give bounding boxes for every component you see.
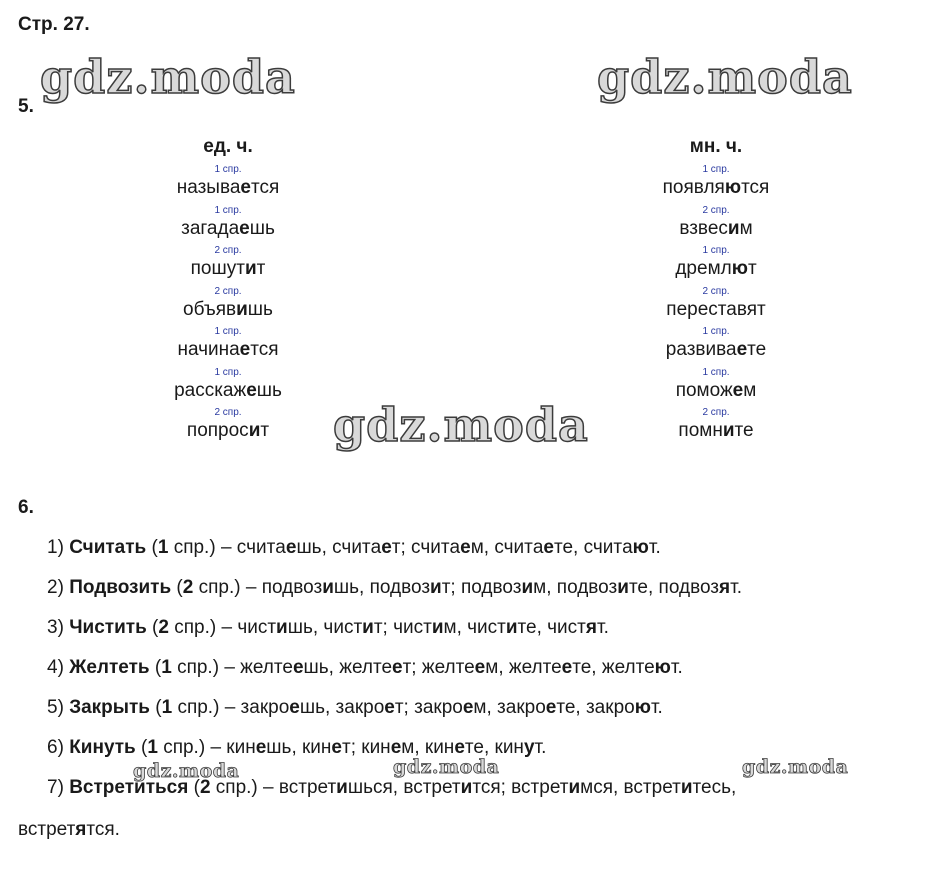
emphasized-letter: 2 — [182, 577, 194, 598]
task-6-continuation — [18, 819, 120, 841]
emphasized-letter: и — [460, 777, 473, 798]
emphasized-letter: и — [322, 577, 334, 598]
conjugation-label: 1 спр. — [214, 164, 242, 175]
singular-entry — [108, 164, 348, 205]
verb-form — [108, 419, 348, 443]
text-fragment: т — [256, 258, 266, 279]
text-fragment: т. — [596, 617, 609, 638]
text-fragment: те, закро — [556, 697, 635, 718]
text-fragment: т; кин — [342, 737, 391, 758]
emphasized-letter: ю — [654, 657, 671, 678]
singular-header: ед. ч. — [203, 136, 253, 157]
text-fragment: спр.) – подвоз — [193, 577, 323, 598]
text-fragment: взвес — [679, 217, 728, 239]
verb-form — [108, 257, 348, 281]
emphasized-letter: е — [390, 737, 402, 758]
emphasized-letter: е — [545, 697, 557, 718]
text-fragment: шь — [256, 379, 282, 401]
emphasized-letter: ю — [632, 537, 649, 558]
text-fragment: т — [757, 298, 766, 320]
emphasized-letter: 1 — [157, 537, 169, 558]
verb-form — [108, 379, 348, 403]
verb-form — [108, 217, 348, 241]
watermark-logo: gdz.moda — [393, 756, 500, 778]
text-fragment: т. — [648, 537, 661, 558]
emphasized-letter: е — [239, 339, 251, 360]
text-fragment: шь — [247, 298, 273, 320]
emphasized-letter: Чистить — [69, 617, 147, 638]
emphasized-letter: е — [246, 379, 257, 401]
emphasized-letter: ю — [724, 177, 742, 198]
text-fragment: помн — [678, 420, 723, 441]
emphasized-letter: и — [362, 617, 374, 638]
verb-form — [596, 176, 836, 200]
singular-entry — [108, 367, 348, 408]
emphasized-letter: е — [474, 657, 486, 678]
singular-entry — [108, 326, 348, 367]
emphasized-letter: и — [568, 777, 581, 798]
emphasized-letter: е — [543, 537, 554, 558]
text-fragment: 4) — [47, 657, 70, 678]
emphasized-letter: е — [384, 697, 395, 718]
conjugation-label: 2 спр. — [214, 285, 242, 297]
watermark-logo: gdz.moda — [597, 50, 853, 104]
text-fragment: шь, подвоз — [333, 577, 431, 598]
page-label: Стр. 27. — [18, 14, 90, 35]
plural-entry — [596, 326, 836, 367]
conjugation-label: 1 спр. — [214, 204, 242, 216]
singular-entry — [108, 407, 348, 448]
text-fragment: т; желте — [402, 657, 475, 678]
text-fragment: тся — [250, 339, 279, 360]
text-fragment: развива — [665, 339, 737, 360]
text-fragment: спр.) – считa — [168, 537, 286, 558]
text-fragment: м, подвоз — [533, 577, 618, 598]
text-fragment: те — [747, 339, 767, 360]
task-6-line — [47, 737, 546, 759]
verb-form — [108, 338, 348, 362]
text-fragment: те, кин — [464, 737, 524, 758]
text-fragment: помож — [675, 379, 733, 401]
text-fragment: ( — [188, 777, 200, 798]
text-fragment: попрос — [186, 420, 249, 441]
verb-form — [108, 298, 348, 322]
text-fragment: называ — [176, 177, 241, 198]
verb-form — [596, 379, 836, 403]
plural-entry — [596, 407, 836, 448]
conjugation-label: 1 спр. — [702, 326, 730, 337]
singular-column — [108, 164, 348, 448]
conjugation-label: 1 спр. — [214, 366, 242, 378]
text-fragment: ( — [149, 657, 162, 678]
emphasized-letter: е — [462, 697, 474, 718]
conjugation-label: 2 спр. — [702, 407, 730, 418]
emphasized-letter: е — [454, 737, 465, 758]
text-fragment: 6) — [47, 737, 70, 758]
plural-entry — [596, 367, 836, 408]
text-fragment: объяв — [183, 298, 237, 320]
emphasized-letter: е — [289, 697, 300, 718]
text-fragment: м — [739, 217, 753, 239]
text-fragment: спр.) – кин — [157, 737, 256, 758]
emphasized-letter: 2 — [199, 777, 211, 798]
emphasized-letter: Встретиться — [69, 777, 189, 798]
emphasized-letter: и — [236, 298, 248, 320]
text-fragment: т. — [650, 697, 663, 718]
emphasized-letter: е — [381, 537, 392, 558]
task-6-line — [47, 697, 663, 719]
singular-entry — [108, 286, 348, 327]
text-fragment: 7) — [47, 777, 70, 798]
emphasized-letter: Кинуть — [69, 737, 136, 758]
emphasized-letter: ю — [731, 258, 748, 279]
watermark-logo: gdz.moda — [40, 50, 296, 104]
text-fragment: м, желте — [485, 657, 562, 678]
task-5-number: 5. — [18, 96, 34, 117]
emphasized-letter: 1 — [161, 657, 172, 678]
text-fragment: 1) — [47, 537, 70, 558]
text-fragment: м, закро — [473, 697, 546, 718]
emphasized-letter: 2 — [158, 617, 169, 638]
emphasized-letter: 1 — [147, 737, 158, 758]
text-fragment: тся — [741, 177, 770, 198]
emphasized-letter: и — [248, 420, 261, 441]
text-fragment: шь, закро — [299, 697, 385, 718]
emphasized-letter: е — [292, 657, 304, 678]
emphasized-letter: Закрыть — [69, 697, 150, 718]
text-fragment: т. — [730, 577, 742, 598]
text-fragment: м, чист — [443, 617, 506, 638]
text-fragment: 5) — [47, 697, 70, 718]
emphasized-letter: и — [276, 617, 288, 638]
text-fragment: переставя — [666, 298, 757, 320]
task-6-line — [47, 657, 683, 679]
text-fragment: ( — [146, 617, 159, 638]
singular-entry — [108, 205, 348, 246]
verb-form — [108, 176, 348, 200]
emphasized-letter: и — [680, 777, 693, 798]
emphasized-letter: е — [331, 737, 342, 758]
emphasized-letter: и — [431, 617, 444, 638]
text-fragment: спр.) – чист — [168, 617, 277, 638]
text-fragment: шь, кин — [266, 737, 332, 758]
verb-form — [596, 298, 836, 322]
plural-entry — [596, 245, 836, 286]
text-fragment: дремл — [675, 258, 732, 279]
conjugation-label: 1 спр. — [702, 164, 730, 175]
emphasized-letter: я — [585, 617, 597, 638]
conjugation-label: 2 спр. — [214, 245, 242, 256]
text-fragment: спр.) – встрет — [210, 777, 337, 798]
text-fragment: шь — [249, 217, 275, 239]
text-fragment: т — [747, 258, 757, 279]
text-fragment: т; закро — [394, 697, 463, 718]
emphasized-letter: Подвозить — [69, 577, 172, 598]
text-fragment: т; чист — [373, 617, 432, 638]
text-fragment: м, считa — [470, 537, 544, 558]
emphasized-letter: и — [727, 217, 740, 239]
text-fragment: те — [734, 420, 754, 441]
emphasized-letter: 1 — [161, 697, 173, 718]
verb-form — [596, 217, 836, 241]
text-fragment: начина — [177, 339, 240, 360]
text-fragment: м, кин — [401, 737, 455, 758]
text-fragment: ( — [149, 697, 162, 718]
text-fragment: т. — [534, 737, 547, 758]
text-fragment: те, желте — [572, 657, 655, 678]
text-fragment: шь, чист — [287, 617, 363, 638]
emphasized-letter: е — [255, 737, 267, 758]
emphasized-letter: и — [521, 577, 534, 598]
text-fragment: т — [260, 420, 270, 441]
emphasized-letter: я — [75, 819, 87, 840]
text-fragment: спр.) – желте — [171, 657, 293, 678]
task-6-line — [47, 617, 609, 639]
emphasized-letter: е — [736, 339, 748, 360]
text-fragment: спр.) – закро — [172, 697, 290, 718]
text-fragment: т; подвоз — [441, 577, 522, 598]
verb-form — [596, 338, 836, 362]
text-fragment: те, чист — [517, 617, 586, 638]
text-fragment: загада — [181, 217, 240, 239]
singular-entry — [108, 245, 348, 286]
emphasized-letter: Желтеть — [69, 657, 150, 678]
text-fragment: расскаж — [174, 379, 247, 401]
text-fragment: встрет — [18, 819, 76, 840]
watermark-logo: gdz.moda — [333, 398, 589, 452]
emphasized-letter: и — [505, 617, 518, 638]
conjugation-label: 2 спр. — [214, 407, 242, 418]
text-fragment: те, считa — [553, 537, 633, 558]
emphasized-letter: е — [285, 537, 297, 558]
task-6-line — [47, 577, 742, 599]
emphasized-letter: е — [392, 657, 403, 678]
watermark-logo: gdz.moda — [133, 760, 240, 782]
emphasized-letter: и — [617, 577, 629, 598]
text-fragment: шься, встрет — [347, 777, 461, 798]
emphasized-letter: у — [523, 737, 535, 758]
emphasized-letter: и — [336, 777, 348, 798]
text-fragment: 2) — [47, 577, 70, 598]
watermark-logo: gdz.moda — [742, 756, 849, 778]
text-fragment: те, подвоз — [628, 577, 720, 598]
conjugation-label: 2 спр. — [702, 204, 730, 216]
text-fragment: м — [743, 379, 757, 401]
text-fragment: ( — [146, 537, 158, 558]
plural-column — [596, 164, 836, 448]
task-6-line — [47, 537, 661, 559]
emphasized-letter: е — [460, 537, 471, 558]
text-fragment: шь, считa — [296, 537, 382, 558]
emphasized-letter: Считать — [69, 537, 147, 558]
plural-header: мн. ч. — [689, 136, 743, 157]
text-fragment: т; считa — [391, 537, 461, 558]
emphasized-letter: е — [732, 379, 744, 401]
text-fragment: т. — [670, 657, 683, 678]
conjugation-label: 1 спр. — [214, 326, 242, 337]
emphasized-letter: я — [719, 577, 731, 598]
plural-entry — [596, 164, 836, 205]
emphasized-letter: и — [722, 420, 735, 441]
emphasized-letter: е — [240, 177, 251, 198]
text-fragment: ( — [171, 577, 183, 598]
text-fragment: появля — [662, 177, 725, 198]
plural-entry — [596, 286, 836, 327]
plural-entry — [596, 205, 836, 246]
conjugation-label: 2 спр. — [702, 285, 730, 297]
text-fragment: тся. — [86, 819, 120, 840]
text-fragment: пошут — [190, 258, 245, 279]
task-6-number: 6. — [18, 497, 34, 518]
emphasized-letter: и — [430, 577, 442, 598]
text-fragment: шь, желте — [303, 657, 393, 678]
text-fragment: 3) — [47, 617, 70, 638]
emphasized-letter: е — [239, 217, 250, 239]
conjugation-label: 1 спр. — [702, 245, 730, 256]
emphasized-letter: и — [244, 258, 257, 279]
text-fragment: тся — [250, 177, 280, 198]
verb-form — [596, 257, 836, 281]
verb-form — [596, 419, 836, 443]
task-6-line — [47, 777, 917, 799]
text-fragment: тесь, — [692, 777, 737, 798]
emphasized-letter: е — [561, 657, 573, 678]
emphasized-letter: ю — [634, 697, 651, 718]
text-fragment: тся; встрет — [472, 777, 569, 798]
text-fragment: ( — [135, 737, 148, 758]
text-fragment: мся, встрет — [580, 777, 681, 798]
conjugation-label: 1 спр. — [702, 366, 730, 378]
